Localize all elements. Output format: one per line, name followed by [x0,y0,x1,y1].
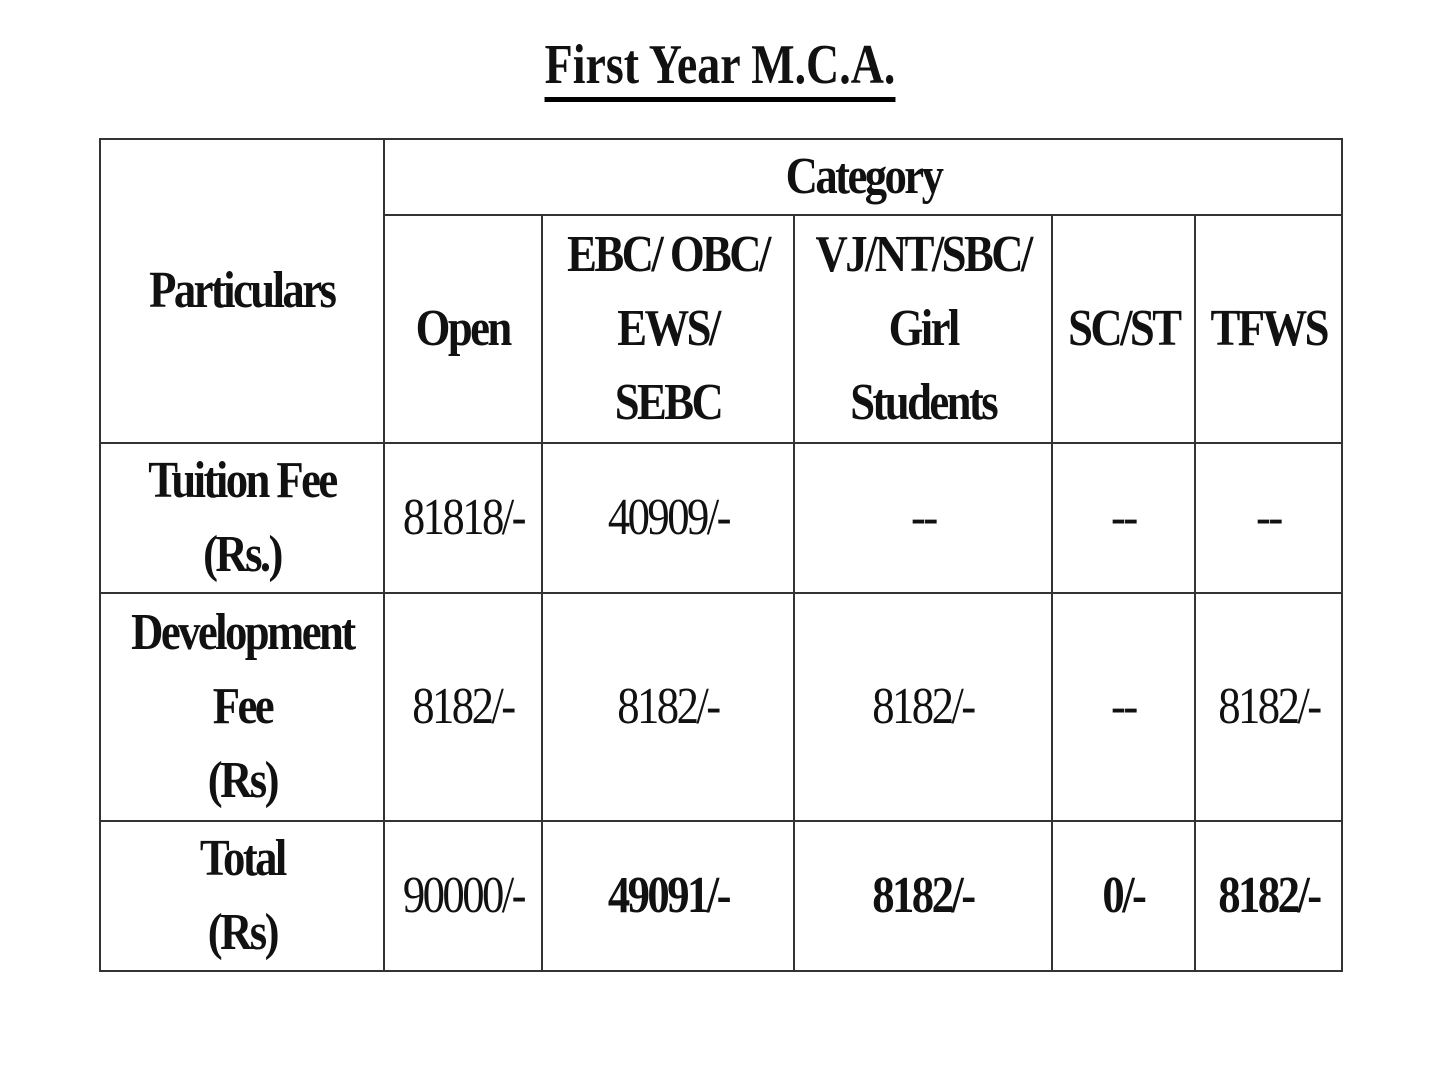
total-ebc-obc: 49091/- [542,821,794,971]
total-tfws: 8182/- [1195,821,1342,971]
total-open: 90000/- [384,821,542,971]
column-header-ebc-obc-ews-sebc: EBC/ OBC/ EWS/ SEBC [542,215,794,443]
page-title-text: First Year M.C.A. [545,34,896,102]
tuition-fee-sc-st: -- [1052,443,1195,593]
row-label-tuition-fee: Tuition Fee (Rs.) [100,443,384,593]
row-label-total: Total (Rs) [100,821,384,971]
table-row-development-fee [100,593,1342,821]
header-row-category [100,139,1342,215]
particulars-header: Particulars [100,139,384,443]
row-label-development-fee: Development Fee (Rs) [100,593,384,821]
fee-table [99,138,1343,972]
category-header: Category [384,139,1342,215]
tuition-fee-ebc-obc: 40909/- [542,443,794,593]
page-title [130,30,1311,100]
total-vj-nt-sbc: 8182/- [794,821,1052,971]
development-fee-ebc-obc: 8182/- [542,593,794,821]
column-header-sc-st: SC/ST [1052,215,1195,443]
development-fee-tfws: 8182/- [1195,593,1342,821]
column-header-open: Open [384,215,542,443]
development-fee-vj-nt-sbc: 8182/- [794,593,1052,821]
tuition-fee-open: 81818/- [384,443,542,593]
table-row-total [100,821,1342,971]
tuition-fee-vj-nt-sbc: -- [794,443,1052,593]
development-fee-open: 8182/- [384,593,542,821]
development-fee-sc-st: -- [1052,593,1195,821]
table-row-tuition-fee [100,443,1342,593]
total-sc-st: 0/- [1052,821,1195,971]
column-header-tfws: TFWS [1195,215,1342,443]
column-header-vj-nt-sbc-girl-students: VJ/NT/SBC/ Girl Students [794,215,1052,443]
tuition-fee-tfws: -- [1195,443,1342,593]
